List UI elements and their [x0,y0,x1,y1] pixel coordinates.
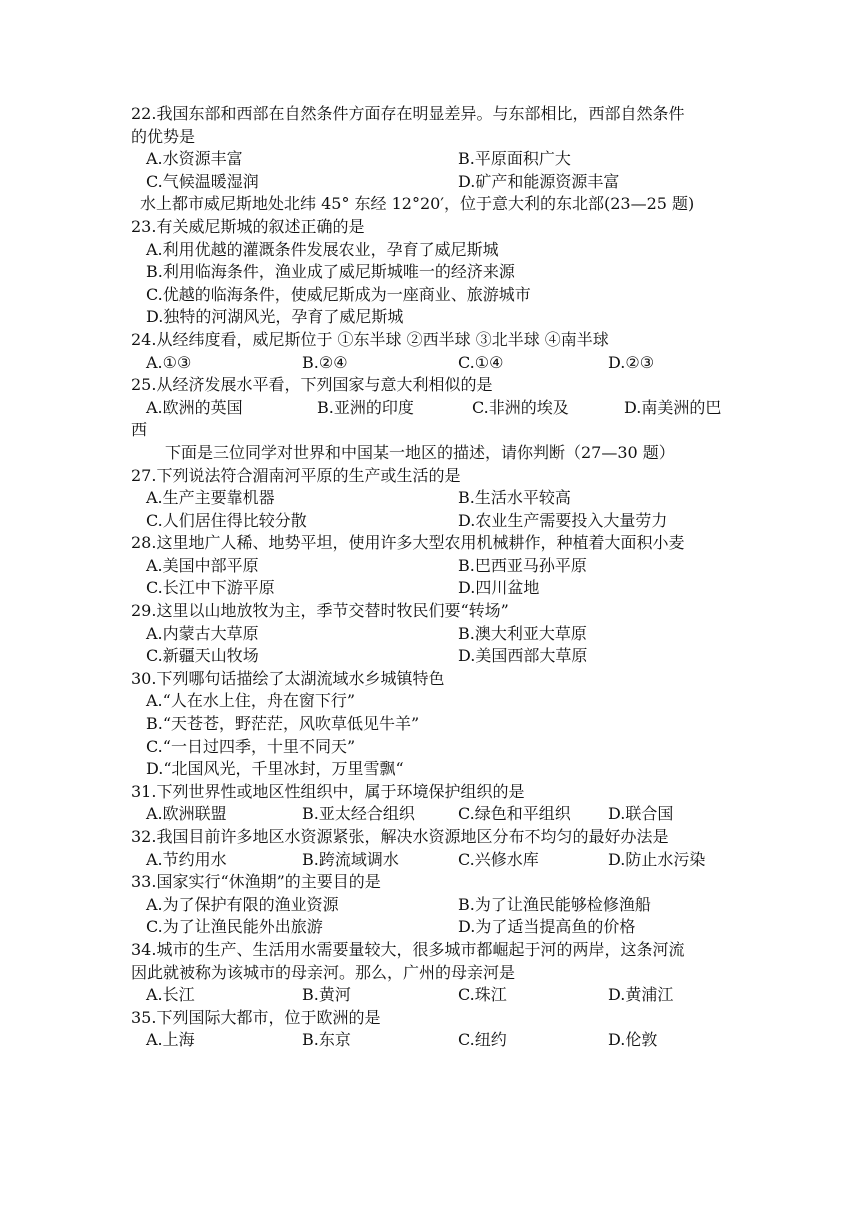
option-24-b: B.②④ [302,352,348,372]
option-33-c: C.为了让渔民能外出旅游 [146,917,323,937]
question-32-stem: 32.我国目前许多地区水资源紧张，解决水资源地区分布不均匀的最好办法是 [131,827,669,846]
question-28-stem: 28.这里地广人稀、地势平坦，使用许多大型农用机械耕作，种植着大面积小麦 [131,533,685,553]
option-24-d: D.②③ [608,352,655,372]
option-27-c: C.人们居住得比较分散 [146,510,307,530]
option-28-b: B.巴西亚马孙平原 [458,555,587,575]
question-29-options-row2 [131,645,741,668]
option-28-d: D.四川盆地 [458,578,540,598]
question-22-options-row2 [131,171,741,194]
option-32-d: D.防止水污染 [608,849,706,869]
venice-intro: 水上都市威尼斯地处北纬 45° 东经 12°20′，位于意大利的东北部(23—25 题) [140,194,695,214]
question-31-stem: 31.下列世界性或地区性组织中，属于环境保护组织的是 [131,781,525,801]
option-23-a: A.利用优越的灌溉条件发展农业，孕育了威尼斯城 [146,239,499,259]
question-29-stem: 29.这里以山地放牧为主，季节交替时牧民们要“转场” [131,601,509,621]
option-27-b: B.生活水平较高 [458,488,571,508]
option-23-c: C.优越的临海条件，使威尼斯成为一座商业、旅游城市 [146,284,531,304]
option-34-d: D.黄浦江 [608,985,674,1005]
option-33-d: D.为了适当提高鱼的价格 [458,917,636,937]
option-35-a: A.上海 [146,1030,195,1050]
option-31-c: C.绿色和平组织 [458,804,571,824]
question-28-options-row1 [131,555,741,578]
question-29-options-row1 [131,623,741,646]
option-33-b: B.为了让渔民能够检修渔船 [458,894,651,914]
question-22-stem: 22.我国东部和西部在自然条件方面存在明显差异。与东部相比，西部自然条件 [131,104,685,123]
question-22-stem-cont: 的优势是 [131,126,196,146]
option-23-b: B.利用临海条件，渔业成了威尼斯城唯一的经济来源 [146,262,515,282]
option-30-c: C.“一日过四季，十里不同天” [146,736,356,756]
question-list [131,103,741,1052]
option-29-c: C.新疆天山牧场 [146,646,259,666]
question-33-options-row2 [131,916,741,939]
option-30-a: A.“人在水上住，舟在窗下行” [146,691,356,711]
question-25-options [131,397,741,420]
option-28-a: A.美国中部平原 [146,555,259,575]
question-25-stem: 25.从经济发展水平看，下列国家与意大利相似的是 [131,375,493,395]
option-30-d: D.“北国风光，千里冰封，万里雪飘“ [146,759,404,779]
question-34-stem: 34.城市的生产、生活用水需要量较大，很多城市都崛起于河的两岸，这条河流 [131,939,685,959]
option-34-b: B.黄河 [302,985,351,1005]
question-28-options-row2 [131,577,741,600]
option-34-a: A.长江 [146,985,195,1005]
option-32-a: A.节约用水 [146,849,227,869]
option-25-c: C.非洲的埃及 [472,397,569,417]
option-22-b: B.平原面积广大 [458,149,571,169]
question-27-stem: 27.下列说法符合湄南河平原的生产或生活的是 [131,465,461,485]
option-30-b: B.“天苍苍，野茫茫，风吹草低见牛羊” [146,714,420,734]
option-31-a: A.欧洲联盟 [146,804,227,824]
option-35-d: D.伦敦 [608,1030,658,1050]
option-33-a: A.为了保护有限的渔业资源 [146,894,339,914]
option-24-c: C.①④ [458,352,504,372]
option-24-a: A.①③ [146,352,192,372]
option-22-a: A.水资源丰富 [146,149,243,169]
option-27-d: D.农业生产需要投入大量劳力 [458,510,668,530]
option-35-b: B.东京 [302,1030,351,1050]
question-31-options [131,803,741,826]
question-24-stem: 24.从经纬度看，威尼斯位于 ①东半球 ②西半球 ③北半球 ④南半球 [131,329,609,349]
question-27-options-row2 [131,510,741,533]
question-23-stem: 23.有关威尼斯城的叙述正确的是 [131,216,365,236]
question-30-stem: 30.下列哪句话描绘了太湖流域水乡城镇特色 [131,668,445,688]
option-25-b: B.亚洲的印度 [317,397,414,417]
option-29-b: B.澳大利亚大草原 [458,623,587,643]
question-27-options-row1 [131,487,741,510]
option-34-c: C.珠江 [458,985,507,1005]
question-33-stem: 33.国家实行“休渔期”的主要目的是 [131,872,381,892]
option-27-a: A.生产主要靠机器 [146,488,275,508]
option-32-b: B.跨流域调水 [302,849,399,869]
question-32-options [131,849,741,872]
option-29-a: A.内蒙古大草原 [146,623,259,643]
question-22-options-row1 [131,148,741,171]
question-35-stem: 35.下列国际大都市，位于欧洲的是 [131,1007,381,1027]
option-31-d: D.联合国 [608,804,674,824]
students-intro: 下面是三位同学对世界和中国某一地区的描述，请你判断（27—30 题） [165,442,675,462]
option-31-b: B.亚太经合组织 [302,804,415,824]
question-34-stem-cont: 因此就被称为该城市的母亲河。那么，广州的母亲河是 [131,962,516,982]
question-33-options-row1 [131,894,741,917]
option-29-d: D.美国西部大草原 [458,646,588,666]
question-35-options [131,1029,741,1052]
option-22-d: D.矿产和能源资源丰富 [458,171,620,191]
option-32-c: C.兴修水库 [458,849,539,869]
option-28-c: C.长江中下游平原 [146,578,275,598]
option-25-a: A.欧洲的英国 [146,397,243,417]
option-23-d: D.独特的河湖风光，孕育了威尼斯城 [146,307,404,327]
option-22-c: C.气候温暖湿润 [146,171,259,191]
option-25-d: D.南美洲的巴 [624,397,722,417]
question-24-options [131,352,741,375]
option-35-c: C.纽约 [458,1030,507,1050]
option-25-d-wrap: 西 [131,420,148,440]
question-34-options [131,984,741,1007]
